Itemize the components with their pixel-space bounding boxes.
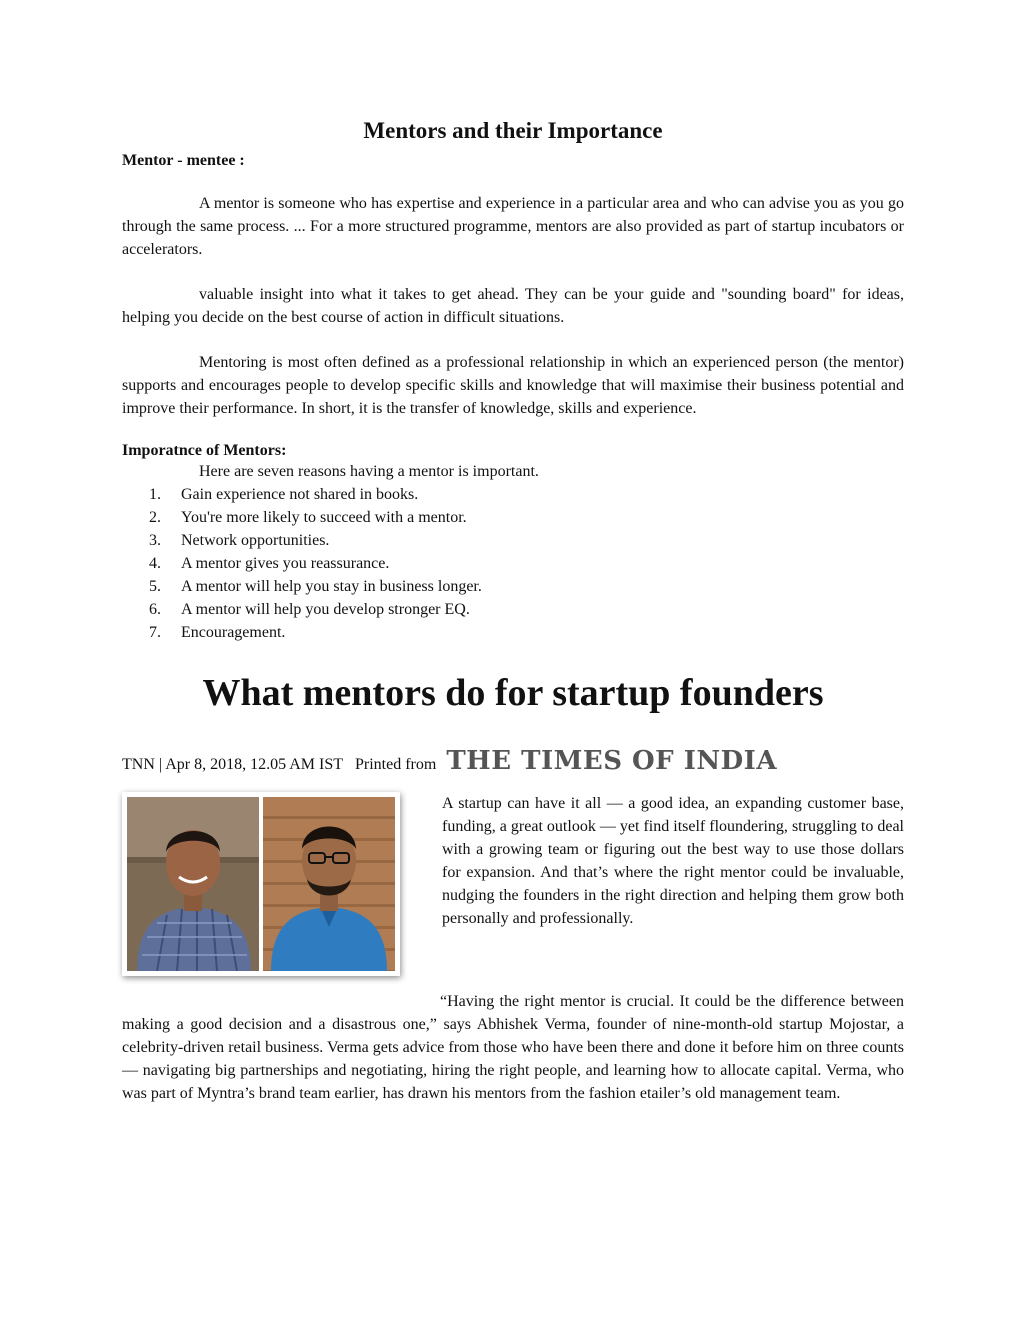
founder-photo-right: [263, 797, 395, 971]
importance-intro: Here are seven reasons having a mentor is important.: [199, 463, 539, 480]
publication-logo: THE TIMES OF INDIA: [446, 746, 777, 776]
list-item: 4. A mentor gives you reassurance.: [149, 555, 390, 572]
article-body-paragraph: “Having the right mentor is crucial. It could be the difference between making a good decision and a disastrous one,” says Abhishek Verma, founder of nine-month-old startup Mojostar, a celebrity-driven retail business. Verma gets advice from those who have been there and done it before him on three counts — navigating big partnerships and negotiating, hiring the right people, and learning how to allocate capital. Verma, who was part of Myntra’s brand team earlier, has drawn his mentors from the fashion etailer’s old management team.: [122, 993, 904, 1102]
founders-photo: [122, 792, 400, 976]
list-item: 3. Network opportunities.: [149, 532, 330, 549]
paragraph-definition: A mentor is someone who has expertise and experience in a particular area and who can advise you as you go through the same process. ... For a more structured programme, mentors are also provided as part of startup incubators or accelerators.: [122, 195, 904, 258]
printed-from-label: Printed from: [354, 756, 437, 773]
founder-photo-left: [127, 797, 259, 971]
reasons-list: [122, 483, 904, 644]
photo-row: [122, 792, 904, 976]
list-item: 6. A mentor will help you develop stronger EQ.: [149, 601, 470, 618]
list-item: 2. You're more likely to succeed with a mentor.: [149, 509, 467, 526]
article-title: What mentors do for startup founders: [202, 672, 824, 714]
list-item: 5. A mentor will help you stay in business longer.: [149, 578, 482, 595]
article-byline: [122, 748, 904, 774]
list-item: 7. Encouragement.: [149, 624, 286, 641]
importance-subhead: Imporatnce of Mentors:: [122, 442, 287, 459]
document-content: [122, 118, 904, 1105]
article-intro-paragraph: A startup can have it all — a good idea, an expanding customer base, funding, a great outlook — yet find itself floundering, struggling to deal with a growing team or figuring out the best way to use those dollars for expansion. And that’s where the right mentor could be invaluable, nudging the founders in the right direction and helping them grow both personally and professionally.: [442, 795, 904, 927]
byline-text: TNN | Apr 8, 2018, 12.05 AM IST: [122, 756, 343, 773]
mentor-mentee-subhead: Mentor - mentee :: [122, 152, 245, 169]
list-item: 1. Gain experience not shared in books.: [149, 486, 419, 503]
paragraph-insight: valuable insight into what it takes to get ahead. They can be your guide and "sounding board" for ideas, helping you decide on the best course of action in difficult situations.: [122, 286, 904, 326]
paragraph-mentoring: Mentoring is most often defined as a professional relationship in which an experienced person (the mentor) supports and encourages people to develop specific skills and knowledge that will maximise their business potential and improve their performance. In short, it is the transfer of knowledge, skills and experience.: [122, 354, 904, 417]
section-title: Mentors and their Importance: [363, 118, 663, 143]
